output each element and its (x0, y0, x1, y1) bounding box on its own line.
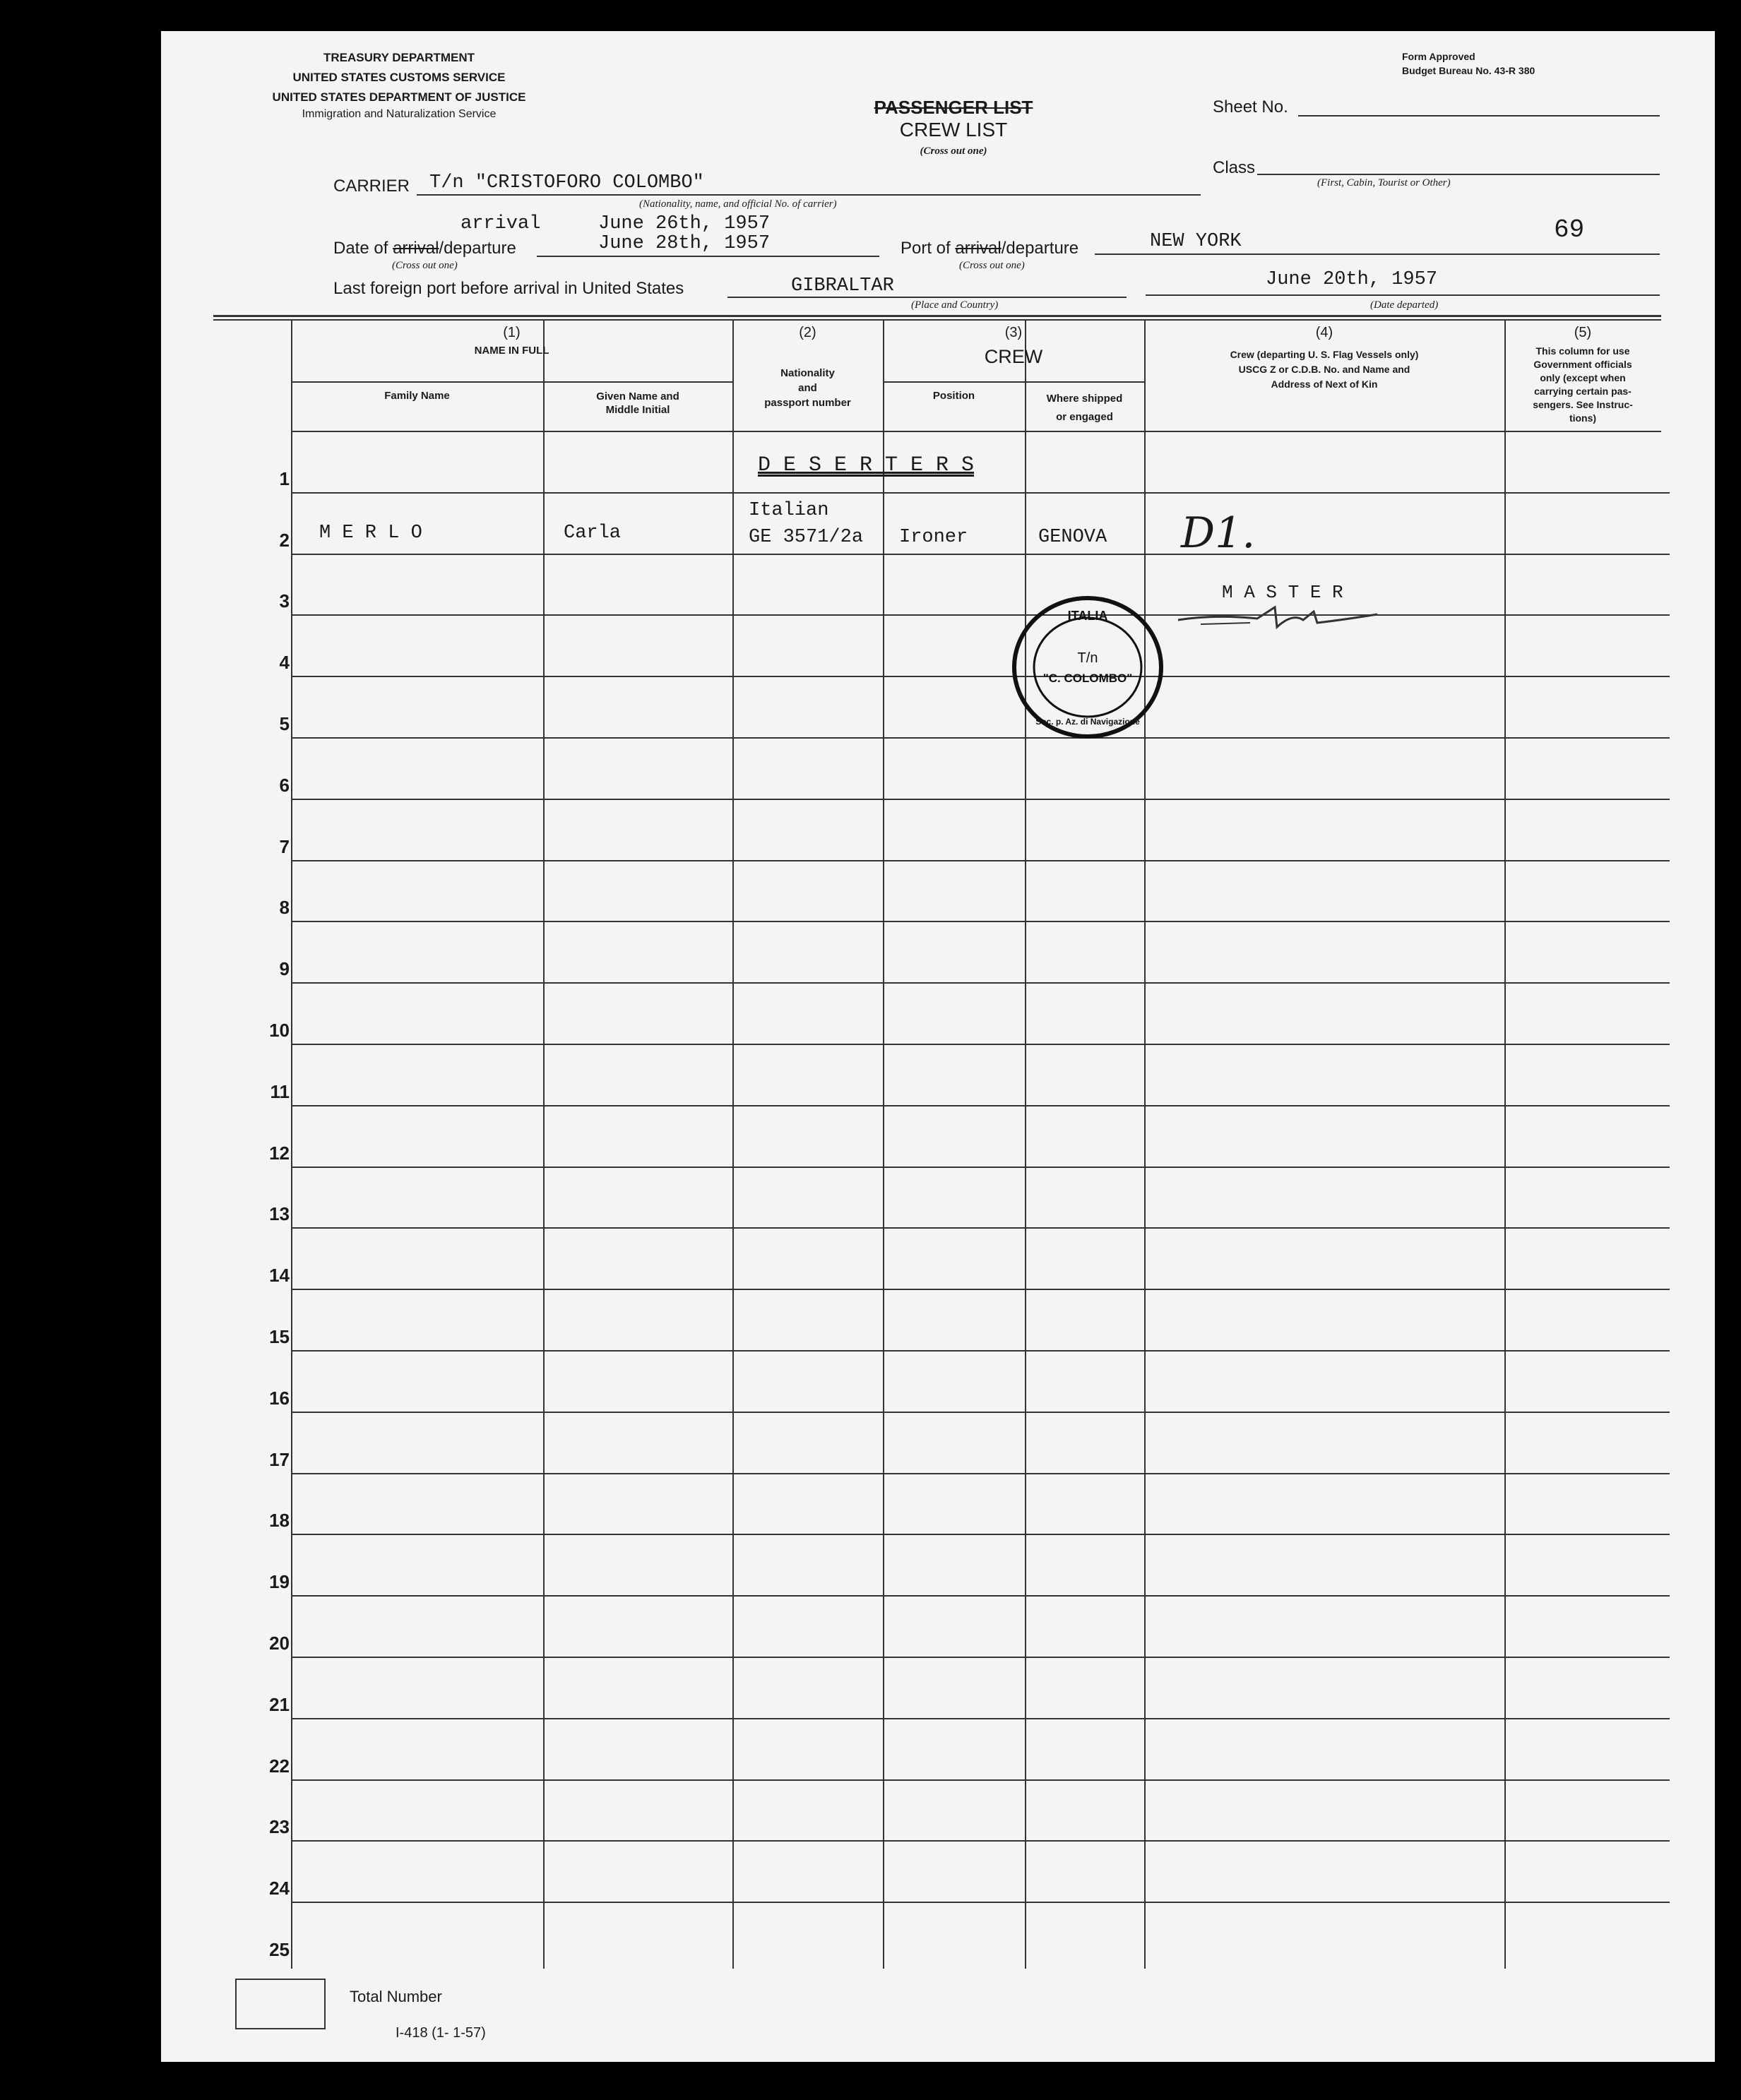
col5-header-line3: only (except when (1540, 372, 1626, 383)
row-number: 12 (269, 1143, 290, 1164)
row-number: 6 (279, 775, 290, 796)
total-number-label: Total Number (350, 1988, 442, 2005)
header-subline-crew (883, 381, 1144, 383)
header-subline-name (291, 381, 732, 383)
col4-header-line3: Address of Next of Kin (1271, 378, 1378, 390)
col3-title: CREW (984, 346, 1043, 367)
col1b-header-line2: Middle Initial (605, 404, 670, 416)
row-number: 17 (269, 1449, 290, 1470)
row-number: 18 (269, 1510, 290, 1531)
date-label-suffix: /departure (439, 239, 516, 258)
passenger-list-crossed: PASSENGER LIST (874, 97, 1033, 118)
row-number: 7 (279, 836, 290, 857)
carrier-note: (Nationality, name, and official No. of carrier) (639, 198, 837, 210)
row-line-24 (291, 1902, 1670, 1903)
date-note: (Cross out one) (392, 260, 458, 271)
row-line-17 (291, 1473, 1670, 1474)
date-label-prefix: Date of (333, 239, 388, 258)
entry-nationality: Italian (749, 500, 829, 521)
last-port-label: Last foreign port before arrival in United States (333, 279, 684, 298)
row-line-3 (291, 614, 1670, 616)
last-port-date-note: (Date departed) (1370, 299, 1439, 311)
class-label: Class (1213, 158, 1256, 177)
entry-position: Ironer (899, 527, 968, 548)
class-line (1257, 174, 1660, 175)
col5-header-line5: sengers. See Instruc- (1533, 399, 1633, 410)
col5-header-line2: Government officials (1533, 359, 1632, 370)
row-line-22 (291, 1779, 1670, 1781)
handwritten-number: 69 (1554, 215, 1585, 244)
port-value: NEW YORK (1150, 231, 1242, 252)
carrier-value: T/n "CRISTOFORO COLOMBO" (429, 172, 704, 193)
carrier-label: CARRIER (333, 177, 410, 196)
entry-where-engaged: GENOVA (1038, 527, 1107, 548)
row-line-4 (291, 676, 1670, 677)
carrier-line (417, 194, 1201, 196)
row-number: 5 (279, 713, 290, 734)
row-line-18 (291, 1534, 1670, 1535)
row-number: 11 (270, 1081, 290, 1102)
col5-header (1504, 345, 1661, 425)
date-label-crossed: arrival (393, 239, 439, 258)
crew-list-title: CREW LIST (899, 119, 1008, 141)
row-number: 22 (269, 1755, 290, 1777)
title-note: (Cross out one) (920, 145, 987, 157)
column-line-6 (1144, 319, 1146, 1969)
col3b-header (1025, 390, 1144, 426)
master-signature (1172, 599, 1384, 634)
col1-title: NAME IN FULL (474, 345, 549, 357)
last-port-date-line (1146, 294, 1660, 296)
date-arrival-typed: arrival (460, 213, 541, 234)
port-label-suffix: /departure (1001, 239, 1079, 258)
stamp-mid-text-1: T/n (1077, 650, 1098, 666)
row-number: 8 (279, 897, 290, 918)
col1a-header: Family Name (384, 390, 450, 402)
port-line (1095, 253, 1660, 255)
row-line-5 (291, 737, 1670, 739)
row-number: 13 (269, 1203, 290, 1224)
table-top-rule-2 (213, 319, 1661, 321)
ship-stamp (1010, 593, 1165, 741)
column-line-3 (732, 319, 734, 1969)
row-number: 9 (279, 958, 290, 979)
col3a-header: Position (932, 390, 975, 402)
entry-given-name: Carla (564, 523, 622, 544)
row-line-14 (291, 1289, 1670, 1290)
row-line-23 (291, 1840, 1670, 1842)
last-port-date-value: June 20th, 1957 (1266, 269, 1438, 290)
agency-line-customs: UNITED STATES CUSTOMS SERVICE (292, 71, 506, 84)
row-line-10 (291, 1044, 1670, 1045)
date-departure-value: June 28th, 1957 (598, 233, 771, 254)
row-line-7 (291, 860, 1670, 861)
entry-family-name: M E R L O (319, 523, 422, 544)
col4-header-line2: USCG Z or C.D.B. No. and Name and (1238, 364, 1410, 375)
form-number: I-418 (1- 1-57) (396, 2025, 486, 2041)
row-line-13 (291, 1227, 1670, 1229)
row-line-6 (291, 799, 1670, 800)
col5-header-line4: carrying certain pas- (1534, 386, 1632, 397)
agency-line-justice: UNITED STATES DEPARTMENT OF JUSTICE (272, 90, 526, 104)
col4-header (1144, 347, 1504, 392)
agency-line-ins: Immigration and Naturalization Service (302, 108, 497, 120)
row-line-15 (291, 1350, 1670, 1352)
row-number: 19 (269, 1571, 290, 1592)
col2-header (732, 366, 883, 410)
entry-passport: GE 3571/2a (749, 527, 864, 548)
row-number: 16 (269, 1388, 290, 1409)
col2-header-line1: Nationality (780, 367, 835, 379)
row-line-1 (291, 492, 1670, 494)
row-line-11 (291, 1105, 1670, 1106)
table-top-rule (213, 315, 1661, 317)
approval-line2: Budget Bureau No. 43-R 380 (1402, 65, 1535, 76)
master-label: M A S T E R (1222, 582, 1343, 603)
row-number: 25 (269, 1939, 290, 1960)
class-note: (First, Cabin, Tourist or Other) (1317, 177, 1451, 189)
agency-line-treasury: TREASURY DEPARTMENT (323, 51, 475, 64)
col5-header-line1: This column for use (1535, 345, 1630, 357)
approval-line1: Form Approved (1402, 51, 1475, 62)
row-number: 21 (269, 1694, 290, 1715)
col3b-header-line1: Where shipped (1046, 393, 1123, 405)
column-line-1 (291, 319, 292, 1969)
port-label (901, 239, 1079, 258)
col1-num: (1) (503, 325, 521, 340)
port-label-prefix: Port of (901, 239, 951, 258)
col2-header-line3: passport number (764, 397, 851, 409)
column-line-5 (1025, 319, 1026, 1969)
col4-header-line1: Crew (departing U. S. Flag Vessels only) (1230, 349, 1419, 360)
row-line-21 (291, 1718, 1670, 1719)
col5-num: (5) (1574, 325, 1592, 340)
col2-num: (2) (799, 325, 816, 340)
date-arrival-value: June 26th, 1957 (598, 213, 771, 234)
row-line-9 (291, 982, 1670, 984)
col1b-header-line1: Given Name and (596, 390, 679, 402)
column-line-7 (1504, 319, 1506, 1969)
col5-header-line6: tions) (1569, 412, 1597, 424)
row-number: 10 (269, 1020, 290, 1041)
col3-num: (3) (1004, 325, 1023, 340)
row-line-12 (291, 1167, 1670, 1168)
agency-block (233, 48, 565, 121)
row-line-2 (291, 554, 1670, 555)
row-line-20 (291, 1657, 1670, 1658)
row-number: 1 (279, 468, 290, 489)
col3b-header-line2: or engaged (1056, 411, 1113, 423)
column-line-4 (883, 319, 884, 1969)
row-number: 23 (269, 1816, 290, 1837)
entry-annotation: D1. (1181, 508, 1256, 558)
row-number: 3 (279, 590, 290, 611)
last-port-value: GIBRALTAR (791, 275, 894, 297)
row-number: 20 (269, 1633, 290, 1654)
column-line-2 (543, 319, 545, 1969)
row-number: 2 (279, 530, 290, 551)
date-label (333, 239, 516, 258)
stamp-bottom-text: Soc. p. Az. di Navigazione (1035, 717, 1140, 727)
col2-header-line2: and (798, 382, 817, 394)
row-line-19 (291, 1595, 1670, 1597)
stamp-top-text: ITALIA (1067, 609, 1108, 623)
row-number: 15 (269, 1326, 290, 1347)
row-number: 4 (279, 652, 290, 673)
row-line-8 (291, 921, 1670, 922)
port-note: (Cross out one) (959, 260, 1025, 271)
deserters-heading: D E S E R T E R S (758, 453, 975, 477)
total-number-box (235, 1979, 326, 2029)
col4-num: (4) (1315, 325, 1333, 340)
date-line (537, 256, 879, 257)
col1b-header (543, 390, 732, 417)
row-number: 14 (269, 1265, 290, 1286)
row-number: 24 (269, 1878, 290, 1899)
header-bottom-line (291, 431, 1661, 432)
stamp-mid-text-2: "C. COLOMBO" (1042, 672, 1133, 685)
sheet-label: Sheet No. (1213, 97, 1288, 117)
sheet-line (1298, 115, 1660, 117)
last-port-line (727, 297, 1127, 298)
row-line-16 (291, 1412, 1670, 1413)
port-label-crossed: arrival (955, 239, 1002, 258)
approval-block (1402, 49, 1535, 78)
last-port-note: (Place and Country) (911, 299, 999, 311)
